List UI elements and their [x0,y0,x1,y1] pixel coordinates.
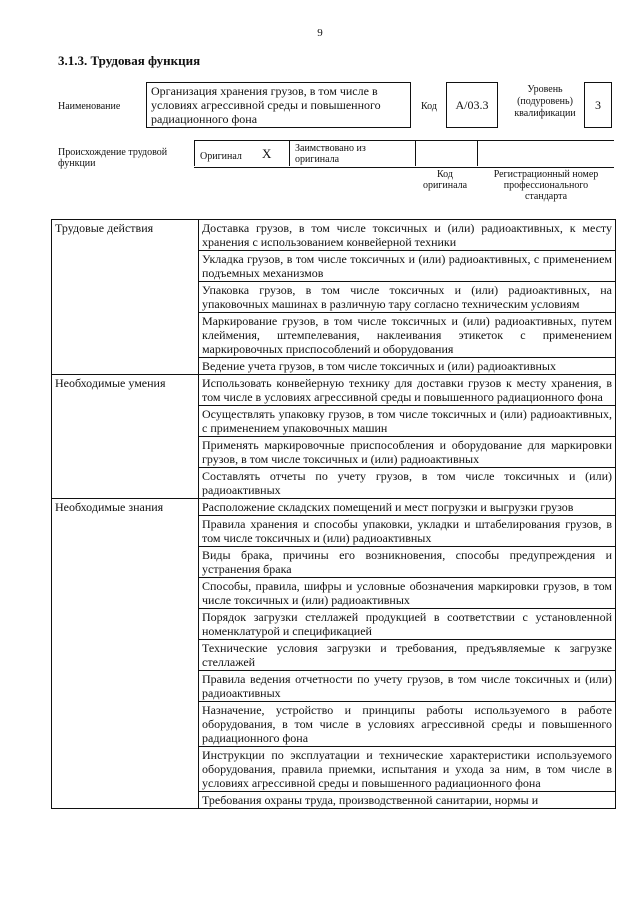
item-cell: Инструкции по эксплуатации и технические характеристики используемого оборудования, правила приемки, испытания и ухода за ним, в том числе в условиях агрессивной среды и повышенного радиационного фона [199,747,616,792]
item-cell: Укладка грузов, в том числе токсичных и (или) радиоактивных, с применением подъемных механизмов [199,251,616,282]
item-cell: Виды брака, причины его возникновения, способы предупреждения и устранения брака [199,547,616,578]
original-mark: Х [262,146,272,161]
item-cell: Ведение учета грузов, в том числе токсичных и (или) радиоактивных [199,358,616,375]
item-cell: Маркирование грузов, в том числе токсичных и (или) радиоактивных, путем клеймения, штемпелевания, наклеивания этикеток с применением маркировочных приспособлений и оборудования [199,313,616,358]
item-cell: Осуществлять упаковку грузов, в том числе токсичных и (или) радиоактивных, с применением упаковочных машин [199,406,616,437]
page-number: 9 [317,27,323,39]
name-label: Наименование [58,101,121,112]
category-cell: Необходимые знания [52,499,199,809]
item-cell: Упаковка грузов, в том числе токсичных и (или) радиоактивных, на упаковочных машинах в различную тару согласно техническим условиям [199,282,616,313]
origin-divider [415,140,416,166]
reg-number-label: Регистрационный номер профессионального стандарта [493,169,599,202]
origin-divider [194,140,195,166]
section-title: 3.1.3. Трудовая функция [58,53,201,68]
item-cell: Требования охраны труда, производственной санитарии, нормы и [199,792,616,809]
origin-label: Происхождение трудовой функции [58,147,168,169]
category-cell: Необходимые умения [52,375,199,499]
function-table [51,219,616,809]
borrowed-label: Заимствовано из оригинала [295,143,366,165]
item-cell: Применять маркировочные приспособления и оборудование для маркировки грузов, в том числе токсичных и (или) радиоактивных [199,437,616,468]
item-cell: Доставка грузов, в том числе токсичных и (или) радиоактивных, к месту хранения с использованием конвейерной техники [199,220,616,251]
original-code-label: Код оригинала [422,169,468,191]
level-value-box: 3 [584,82,612,128]
item-cell: Правила хранения и способы упаковки, укладки и штабелирования грузов, в том числе токсичных и (или) радиоактивных [199,516,616,547]
name-value-box: Организация хранения грузов, в том числе в условиях агрессивной среды и повышенного радиационного фона [146,82,411,128]
origin-divider [477,140,478,166]
code-value-box: А/03.3 [446,82,498,128]
table-row [52,220,616,251]
item-cell: Порядок загрузки стеллажей продукцией в соответствии с установленной номенклатурой и спецификацией [199,609,616,640]
level-label: Уровень (подуровень) квалификации [514,84,576,119]
table-row [52,499,616,516]
item-cell: Технические условия загрузки и требования, предъявляемые к загрузке стеллажей [199,640,616,671]
item-cell: Правила ведения отчетности по учету грузов, в том числе токсичных и (или) радиоактивных [199,671,616,702]
code-label: Код [421,101,437,112]
item-cell: Назначение, устройство и принципы работы используемого в работе оборудования, в том числе в условиях агрессивной среды и повышенного радиационного фона [199,702,616,747]
category-cell: Трудовые действия [52,220,199,375]
original-label: Оригинал [200,151,242,162]
item-cell: Использовать конвейерную технику для доставки грузов к месту хранения, в том числе в условиях агрессивной среды и повышенного радиационного фона [199,375,616,406]
table-row [52,375,616,406]
item-cell: Составлять отчеты по учету грузов, в том числе токсичных и (или) радиоактивных [199,468,616,499]
item-cell: Расположение складских помещений и мест погрузки и выгрузки грузов [199,499,616,516]
item-cell: Способы, правила, шифры и условные обозначения маркировки грузов, в том числе токсичных и (или) радиоактивных [199,578,616,609]
origin-divider [289,140,290,166]
